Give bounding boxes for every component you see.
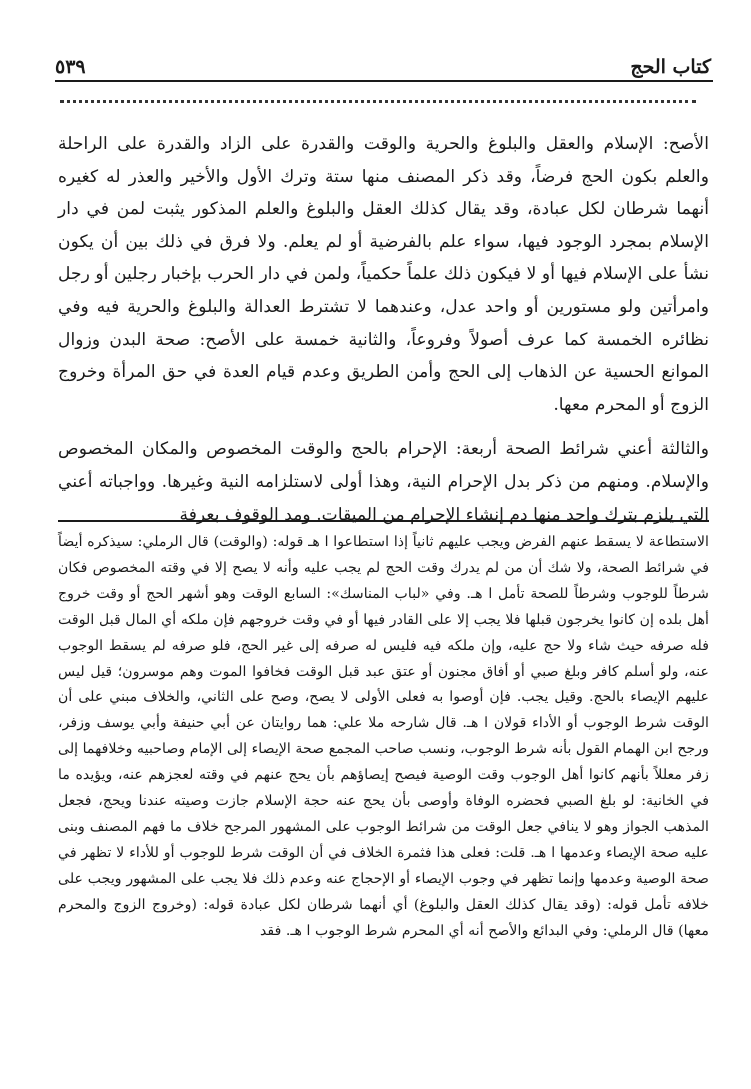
main-paragraph-1: الأصح: الإسلام والعقل والبلوغ والحرية والوقت والقدرة على الزاد والقدرة على الراحلة والعلم بكون الحج فرضاً، وقد ذكر المصنف منها ستة وترك الأول والأخير والعذر له كغيره أنهما شرطان لكل عبادة، وقد يقال كذلك العقل والبلوغ والعلم المذكور يثبت لمن في دار الإسلام بمجرد الوجود فيها، سواء علم بالفرضية أو لم يعلم. ولا فرق في ذلك بين أن يكون نشأ على الإسلام فيها أو لا فيكون ذلك علماً حكمياً، ولمن في دار الحرب بإخبار رجلين أو رجل وامرأتين ولو مستورين أو واحد عدل، وعندهما لا تشترط العدالة والبلوغ والحرية فيه وفي نظائره الخمسة كما عرف أصولاً وفروعاً، والثانية خمسة على الأصح: صحة البدن وزوال الموانع الحسية عن الذهاب إلى الحج وأمن الطريق وعدم قيام العدة في حق المرأة وخروج الزوج أو المحرم معها. [58, 134, 709, 415]
main-paragraph-2: والثالثة أعني شرائط الصحة أربعة: الإحرام بالحج والوقت المخصوص والمكان المخصوص والإسلام. ومنهم من ذكر بدل الإحرام النية، وهذا أولى لاستلزامه النية وغيرها. وواجباته أعني التي يلزم بترك واحد منها دم إنشاء الإحرام من الميقات. ومد الوقوف بعرفة [58, 439, 709, 525]
main-text [58, 128, 709, 531]
page-header [55, 48, 711, 78]
footnote-paragraph: الاستطاعة لا يسقط عنهم الفرض ويجب عليهم ثانياً إذا استطاعوا ا هـ قوله: (والوقت) قال الرملي: سيذكره أيضاً في شرائط الصحة، ولا شك أن من لم يدرك وقت الحج لم يجب عليه وأنه لا يصح إلا في وقته المخصوص فكان شرطاً للوجوب وشرطاً للصحة تأمل ا هـ. وفي «لباب المناسك»: السابع الوقت وهو أشهر الحج أو وقت خروج أهل بلده إن كانوا يخرجون قبلها فلا يجب إلا على القادر فيها أو في وقت خروجهم فإن ملكه أي المال قبل الوقت فله صرفه حيث شاء ولا حج عليه، وإن ملكه فيه فليس له صرفه إلى غير الحج، فلو صرفه لم يسقط الوجوب عنه، ولو أسلم كافر وبلغ صبي أو أفاق مجنون أو عتق عبد قبل الوقت فخافوا الموت وهم موسرون؛ قيل ليس عليهم الإيصاء بالحج. وقيل يجب. فإن أوصوا به فعلى الأولى لا يصح، وصح على الثاني، والخلاف مبني على أن الوقت شرط الوجوب أو الأداء قولان ا هـ. قال شارحه ملا علي: هما روايتان عن أبي حنيفة وأبي يوسف وزفر، ورجح ابن الهمام القول بأنه شرط الوجوب، ونسب صاحب المجمع صحة الإيصاء إلى الإمام وصاحبيه وخلافهما إلى زفر معللاً بأنهم كانوا أهل الوجوب وقت الوصية فيصح إيصاؤهم بأن يحج عنهم في وقته لعجزهم عنه، ويؤيده ما في الخانية: لو بلغ الصبي فحضره الوفاة وأوصى بأن يحج عنه حجة الإسلام جازت وصيته عندنا ويحج، فجعل المذهب الجواز وهو لا ينافي جعل الوقت من شرائط الوجوب على المشهور المرجح خلاف ما فهم المصنف وبنى عليه صحة الإيصاء وعدمها ا هـ. قلت: فعلى هذا فثمرة الخلاف في أن الوقت شرط للوجوب أو للأداء لا تظهر في صحة الوصية وعدمها وإنما تظهر في وجوب الإيصاء أو الإحجاج عنه وعدم ذلك فلا يجب على المشهور ويجب على خلافه تأمل قوله: (وقد يقال كذلك العقل والبلوغ) أي أنهما شرطان لكل عبادة قوله: (وخروج الزوج والمحرم معها) قال الرملي: وفي البدائع والأصح أنه أي المحرم شرط الوجوب ا هـ. فقد [58, 534, 709, 939]
dotted-separator [60, 100, 696, 103]
footnote-text [58, 530, 709, 945]
header-rule [55, 80, 713, 82]
page-number: ٥٣٩ [55, 56, 86, 78]
book-title: كتاب الحج [630, 56, 711, 78]
footnote-rule [58, 520, 709, 522]
